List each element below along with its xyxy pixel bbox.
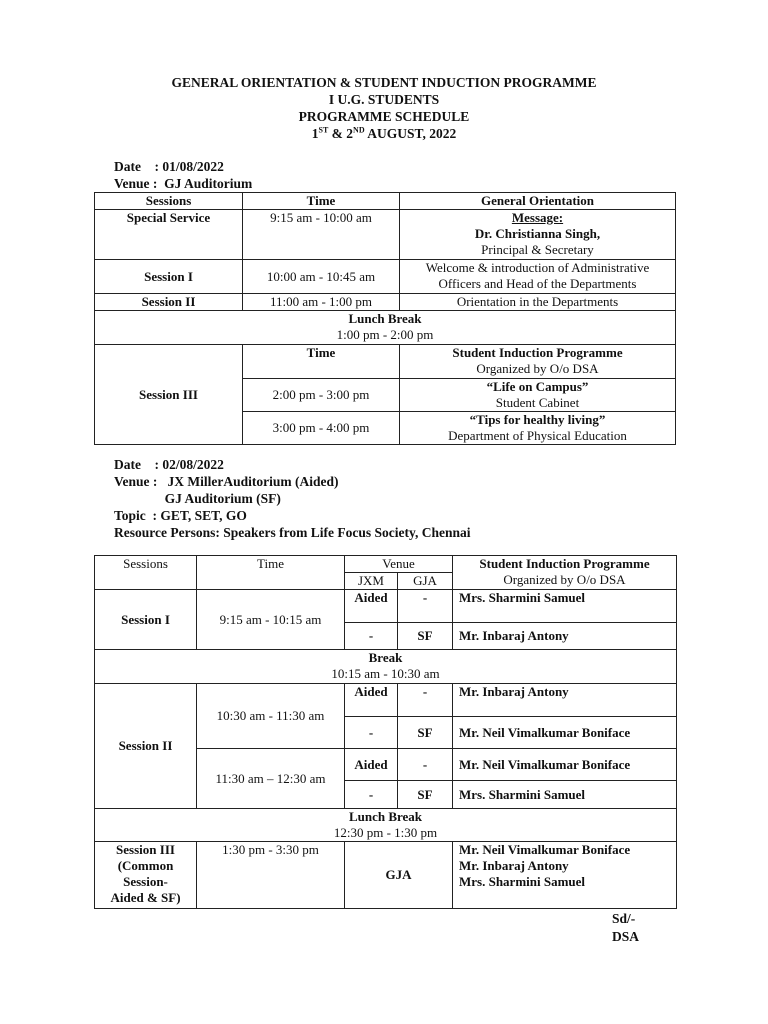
session-time: 9:15 am - 10:15 am <box>197 590 345 650</box>
table-header-row <box>95 556 677 573</box>
lunch-time: 1:00 pm - 2:00 pm <box>336 327 434 342</box>
day2-resource-persons: Resource Persons: Speakers from Life Focus Society, Chennai <box>114 525 471 540</box>
slot-by: Department of Physical Education <box>448 428 627 443</box>
speakers <box>453 842 677 909</box>
speaker: Mrs. Sharmini Samuel <box>453 590 677 623</box>
prog-title: Student Induction Programme <box>452 345 623 360</box>
break <box>95 650 677 684</box>
session-name: Session II <box>95 684 197 809</box>
session-desc <box>400 260 676 294</box>
session-name: Session III <box>95 345 243 445</box>
slot-title: “Tips for healthy living” <box>469 412 606 427</box>
lunch-label: Lunch Break <box>348 311 422 326</box>
lunch-break <box>95 809 677 842</box>
table-row <box>95 684 677 717</box>
session-time: 3:00 pm - 4:00 pm <box>243 412 400 445</box>
table-row <box>95 842 677 909</box>
prog-header <box>400 345 676 379</box>
header-venue: Venue <box>345 556 453 573</box>
header-time: Time <box>243 193 400 210</box>
speaker: Mr. Inbaraj Antony <box>459 858 569 873</box>
session-desc <box>400 210 676 260</box>
message-label: Message: <box>511 210 564 225</box>
header-sessions: Sessions <box>95 193 243 210</box>
day2-topic: Topic : GET, SET, GO <box>114 508 247 523</box>
speaker-name: Dr. Christianna Singh, <box>474 226 601 241</box>
day1-date: Date : 01/08/2022 <box>114 159 224 174</box>
table-row <box>95 311 676 345</box>
slot-by: Student Cabinet <box>495 395 580 410</box>
desc-line: Welcome & introduction of Administrative <box>425 260 650 275</box>
title-dates: 1ST & 2ND AUGUST, 2022 <box>311 125 457 141</box>
session-desc: Orientation in the Departments <box>400 294 676 311</box>
session-time: 11:00 am - 1:00 pm <box>243 294 400 311</box>
session-name: Session II <box>95 294 243 311</box>
speaker: Mr. Neil Vimalkumar Boniface <box>459 842 631 857</box>
break-label: Break <box>368 650 403 665</box>
venue-gja: - <box>398 590 453 623</box>
title-line-2: I U.G. STUDENTS <box>328 92 440 107</box>
lunch-break <box>95 311 676 345</box>
day1-venue: Venue : GJ Auditorium <box>114 176 253 191</box>
venue-gja: SF <box>398 717 453 749</box>
lunch-time: 12:30 pm - 1:30 pm <box>333 825 438 840</box>
desc-line: Officers and Head of the Departments <box>438 276 637 291</box>
venue-jxm: Aided <box>345 749 398 781</box>
table-row <box>95 294 676 311</box>
day2-venue-1: Venue : JX MillerAuditorium (Aided) <box>114 474 339 489</box>
table-row <box>95 590 677 623</box>
venue-jxm: - <box>345 781 398 809</box>
session-time: 10:30 am - 11:30 am <box>197 684 345 749</box>
prog-sub: Organized by O/o DSA <box>476 361 599 376</box>
signature-sd: Sd/- <box>612 911 636 926</box>
table-row <box>95 650 677 684</box>
session-name: Special Service <box>95 210 243 260</box>
venue-gja: SF <box>398 781 453 809</box>
header-gja: GJA <box>398 573 453 590</box>
venue-gja: - <box>398 684 453 717</box>
time-header: Time <box>243 345 400 379</box>
venue-common: GJA <box>345 842 453 909</box>
title-line-1: GENERAL ORIENTATION & STUDENT INDUCTION PROGRAMME <box>171 75 597 90</box>
speaker: Mrs. Sharmini Samuel <box>453 781 677 809</box>
session-name <box>95 842 197 909</box>
prog-sub: Organized by O/o DSA <box>503 572 626 587</box>
title-line-3: PROGRAMME SCHEDULE <box>298 109 470 124</box>
session-line: Session III <box>116 842 175 857</box>
speaker: Mr. Inbaraj Antony <box>453 623 677 650</box>
table-row <box>95 345 676 379</box>
session-time: 9:15 am - 10:00 am <box>243 210 400 260</box>
day1-schedule-table <box>94 192 676 445</box>
venue-jxm: Aided <box>345 684 398 717</box>
session-name: Session I <box>95 590 197 650</box>
speaker: Mr. Neil Vimalkumar Boniface <box>453 749 677 781</box>
speaker: Mr. Inbaraj Antony <box>453 684 677 717</box>
venue-gja: - <box>398 749 453 781</box>
session-time: 2:00 pm - 3:00 pm <box>243 379 400 412</box>
table-row <box>95 260 676 294</box>
header-sessions: Sessions <box>95 556 197 590</box>
session-time: 10:00 am - 10:45 am <box>243 260 400 294</box>
header-orientation: General Orientation <box>400 193 676 210</box>
session-time: 11:30 am – 12:30 am <box>197 749 345 809</box>
table-row <box>95 210 676 260</box>
venue-jxm: - <box>345 717 398 749</box>
venue-gja: SF <box>398 623 453 650</box>
table-header-row <box>95 193 676 210</box>
lunch-label: Lunch Break <box>348 809 423 824</box>
venue-jxm: - <box>345 623 398 650</box>
session-line: Session- <box>123 874 168 889</box>
speaker: Mrs. Sharmini Samuel <box>459 874 586 889</box>
session-time: 1:30 pm - 3:30 pm <box>197 842 345 909</box>
day2-date: Date : 02/08/2022 <box>114 457 224 472</box>
break-time: 10:15 am - 10:30 am <box>331 666 440 681</box>
signature-dsa: DSA <box>612 929 640 944</box>
speaker: Mr. Neil Vimalkumar Boniface <box>453 717 677 749</box>
venue-jxm: Aided <box>345 590 398 623</box>
session-line: Aided & SF) <box>110 890 181 905</box>
prog-title: Student Induction Programme <box>479 556 650 571</box>
header-jxm: JXM <box>345 573 398 590</box>
table-row <box>95 809 677 842</box>
day2-venue-2: GJ Auditorium (SF) <box>114 491 281 506</box>
session-name: Session I <box>95 260 243 294</box>
day2-schedule-table <box>94 555 677 909</box>
session-line: (Common <box>117 858 174 873</box>
header-programme <box>453 556 677 590</box>
header-time: Time <box>197 556 345 590</box>
session-desc <box>400 379 676 412</box>
slot-title: “Life on Campus” <box>486 379 589 394</box>
session-desc <box>400 412 676 445</box>
speaker-role: Principal & Secretary <box>481 242 594 257</box>
